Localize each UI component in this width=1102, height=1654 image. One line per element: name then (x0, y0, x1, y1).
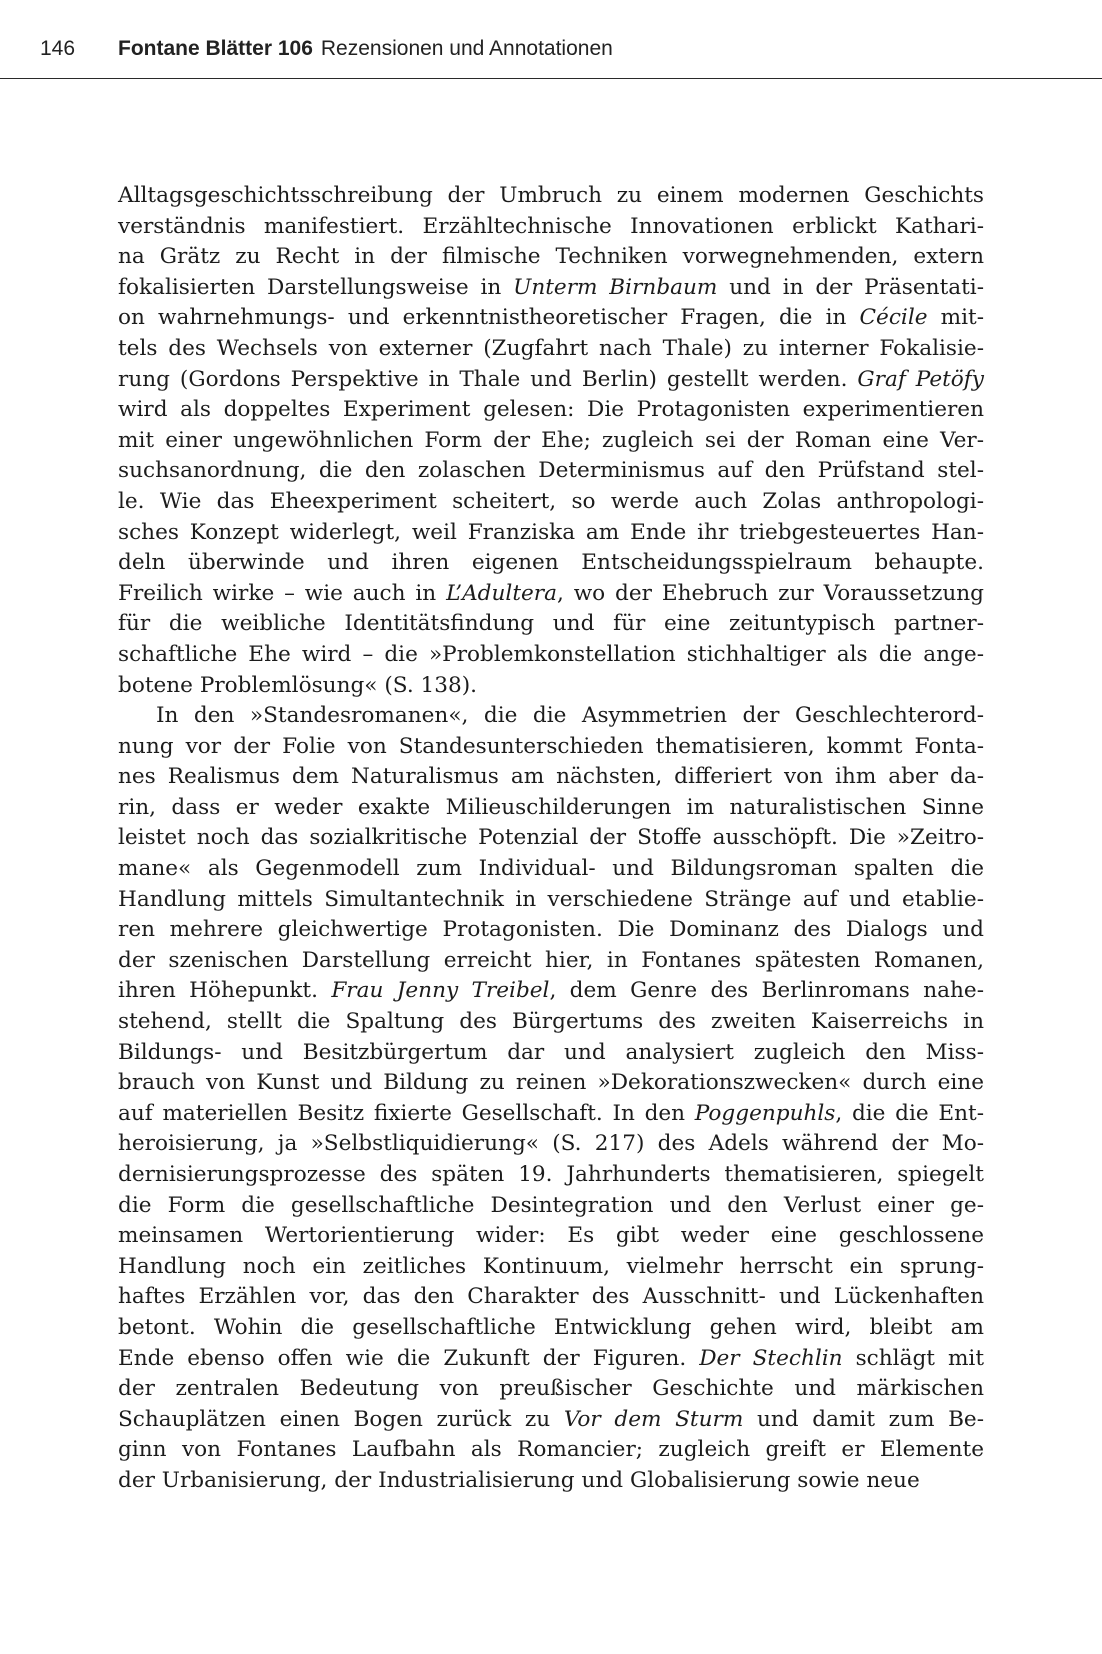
text-run: nes Realismus dem Naturalismus am nächsten, differiert von ihm aber da- (118, 764, 984, 790)
text-run: botene Problemlösung« (S. 138). (118, 672, 478, 698)
text-line (118, 273, 984, 304)
text-run: na Grätz zu Recht in der filmische Techniken vorwegnehmenden, extern (118, 244, 984, 270)
italic-title: L’Adultera (446, 580, 557, 606)
text-line (118, 1435, 984, 1466)
text-run: und damit zum Be- (743, 1406, 985, 1432)
text-run: verständnis manifestiert. Erzähltechnische Innovationen erblickt Kathari- (118, 213, 984, 239)
text-line (118, 885, 984, 916)
section-title: Rezensionen und Annotationen (320, 37, 613, 60)
text-line (118, 426, 984, 457)
text-line (118, 1007, 984, 1038)
text-line (118, 946, 984, 977)
text-line (118, 334, 984, 365)
text-run: Handlung mittels Simultantechnik in verschiedene Stränge auf und etablie- (118, 886, 984, 912)
italic-title: Der Stechlin (699, 1345, 843, 1371)
italic-title: Vor dem Sturm (563, 1406, 744, 1432)
text-run: ren mehrere gleichwertige Protagonisten. Die Dominanz des Dialogs und (118, 917, 984, 943)
text-run: meinsamen Wertorientierung wider: Es gibt weder eine geschlossene (118, 1223, 984, 1249)
text-run: suchsanordnung, die den zolaschen Determinismus auf den Prüfstand stel- (118, 458, 984, 484)
text-line (118, 181, 984, 212)
text-line (118, 1191, 984, 1222)
page-number: 146 (40, 37, 76, 60)
text-run: Bildungs- und Besitzbürgertum dar und analysiert zugleich den Miss- (118, 1039, 984, 1065)
text-line (118, 793, 984, 824)
italic-title: Frau Jenny Treibel (331, 978, 550, 1004)
text-run: fokalisierten Darstellungsweise in (118, 274, 514, 300)
text-line (118, 1344, 984, 1375)
text-line (118, 1466, 984, 1497)
text-line (118, 487, 984, 518)
text-line (118, 1129, 984, 1160)
text-line (118, 1282, 984, 1313)
text-line (118, 671, 984, 702)
text-run: Freilich wirke – wie auch in (118, 580, 447, 606)
paragraph (118, 181, 984, 701)
text-run: , dem Genre des Berlinromans nahe- (549, 978, 984, 1004)
text-run: haftes Erzählen vor, das den Charakter des Ausschnitt- und Lückenhaften (118, 1284, 984, 1310)
text-run: wird als doppeltes Experiment gelesen: Die Protagonisten experimentieren (118, 397, 984, 423)
article-body (118, 181, 984, 1497)
text-line (118, 579, 984, 610)
text-line (118, 762, 984, 793)
text-run: der Urbanisierung, der Industrialisierung und Globalisierung sowie neue (118, 1467, 920, 1493)
text-line (118, 212, 984, 243)
text-run: leistet noch das sozialkritische Potenzial der Stoffe ausschöpft. Die »Zeitro- (118, 825, 984, 851)
text-line (118, 609, 984, 640)
text-run: , die die Ent- (835, 1100, 984, 1126)
text-line (118, 1313, 984, 1344)
text-line (118, 1405, 984, 1436)
paragraph (118, 701, 984, 1496)
text-line (118, 1374, 984, 1405)
text-line (118, 303, 984, 334)
journal-title: Fontane Blätter 106 (118, 37, 313, 60)
text-run: schaftliche Ehe wird – die »Problemkonstellation stichhaltiger als die ange- (118, 641, 984, 667)
text-run: rung (Gordons Perspektive in Thale und Berlin) gestellt werden. (118, 366, 858, 392)
italic-title: Unterm Birnbaum (513, 274, 718, 300)
text-run: der zentralen Bedeutung von preußischer Geschichte und märkischen (118, 1376, 984, 1402)
text-run: mane« als Gegenmodell zum Individual- und Bildungsroman spalten die (118, 856, 984, 882)
text-line (118, 640, 984, 671)
text-line (118, 395, 984, 426)
text-run: und in der Präsentati- (717, 274, 985, 300)
text-run: , wo der Ehebruch zur Voraussetzung (556, 580, 984, 606)
text-run: In den »Standesromanen«, die die Asymmetrien der Geschlechterord- (156, 703, 984, 729)
running-header (0, 0, 1102, 79)
text-line (118, 701, 984, 732)
italic-title: Graf Petöfy (857, 366, 984, 392)
text-run: rin, dass er weder exakte Milieuschilderungen im naturalistischen Sinne (118, 794, 984, 820)
text-run: nung vor der Folie von Standesunterschieden thematisieren, kommt Fonta- (118, 733, 984, 759)
text-run: sches Konzept widerlegt, weil Franziska am Ende ihr triebgesteuertes Han- (118, 519, 984, 545)
text-run: auf materiellen Besitz fixierte Gesellschaft. In den (118, 1100, 695, 1126)
text-line (118, 1221, 984, 1252)
text-run: die Form die gesellschaftliche Desintegration und den Verlust einer ge- (118, 1192, 984, 1218)
text-line (118, 548, 984, 579)
text-run: brauch von Kunst und Bildung zu reinen »Dekorationszwecken« durch eine (118, 1070, 984, 1096)
text-run: für die weibliche Identitätsfindung und für eine zeituntypisch partner- (118, 611, 984, 637)
text-run: heroisierung, ja »Selbstliquidierung« (S. 217) des Adels während der Mo- (118, 1131, 984, 1157)
text-run: tels des Wechsels von externer (Zugfahrt nach Thale) zu interner Fokalisie- (118, 335, 984, 361)
text-run: le. Wie das Eheexperiment scheitert, so werde auch Zolas anthropologi- (118, 488, 984, 514)
text-line (118, 1252, 984, 1283)
text-run: ihren Höhepunkt. (118, 978, 332, 1004)
text-line (118, 365, 984, 396)
text-run: on wahrnehmungs- und erkenntnistheoretischer Fragen, die in (118, 305, 860, 331)
text-run: mit- (927, 305, 984, 331)
text-line (118, 976, 984, 1007)
text-run: schlägt mit (842, 1345, 985, 1371)
text-line (118, 1068, 984, 1099)
journal-title-line (118, 37, 613, 61)
text-run: Alltagsgeschichtsschreibung der Umbruch zu einem modernen Geschichts (118, 183, 984, 208)
text-run: Handlung noch ein zeitliches Kontinuum, vielmehr herrscht ein sprung- (118, 1253, 984, 1279)
text-run: Schauplätzen einen Bogen zurück zu (118, 1406, 564, 1432)
text-line (118, 1160, 984, 1191)
italic-title: Cécile (859, 305, 928, 331)
text-run: ginn von Fontanes Laufbahn als Romancier; zugleich greift er Elemente (118, 1437, 984, 1463)
text-line (118, 518, 984, 549)
text-line (118, 242, 984, 273)
text-line (118, 456, 984, 487)
text-run: deln überwinde und ihren eigenen Entscheidungsspielraum behaupte. (118, 550, 984, 576)
text-run: dernisierungsprozesse des späten 19. Jahrhunderts thematisieren, spiegelt (118, 1162, 984, 1187)
text-line (118, 1099, 984, 1130)
text-run: der szenischen Darstellung erreicht hier, in Fontanes spätesten Romanen, (118, 947, 984, 973)
text-run: stehend, stellt die Spaltung des Bürgertums des zweiten Kaiserreichs in (118, 1009, 984, 1035)
text-run: Ende ebenso offen wie die Zukunft der Figuren. (118, 1345, 700, 1371)
text-line (118, 915, 984, 946)
text-line (118, 854, 984, 885)
text-line (118, 732, 984, 763)
italic-title: Poggenpuhls (694, 1100, 836, 1126)
text-line (118, 823, 984, 854)
text-run: betont. Wohin die gesellschaftliche Entwicklung gehen wird, bleibt am (118, 1314, 984, 1340)
text-run: mit einer ungewöhnlichen Form der Ehe; zugleich sei der Roman eine Ver- (118, 427, 984, 453)
text-line (118, 1038, 984, 1069)
